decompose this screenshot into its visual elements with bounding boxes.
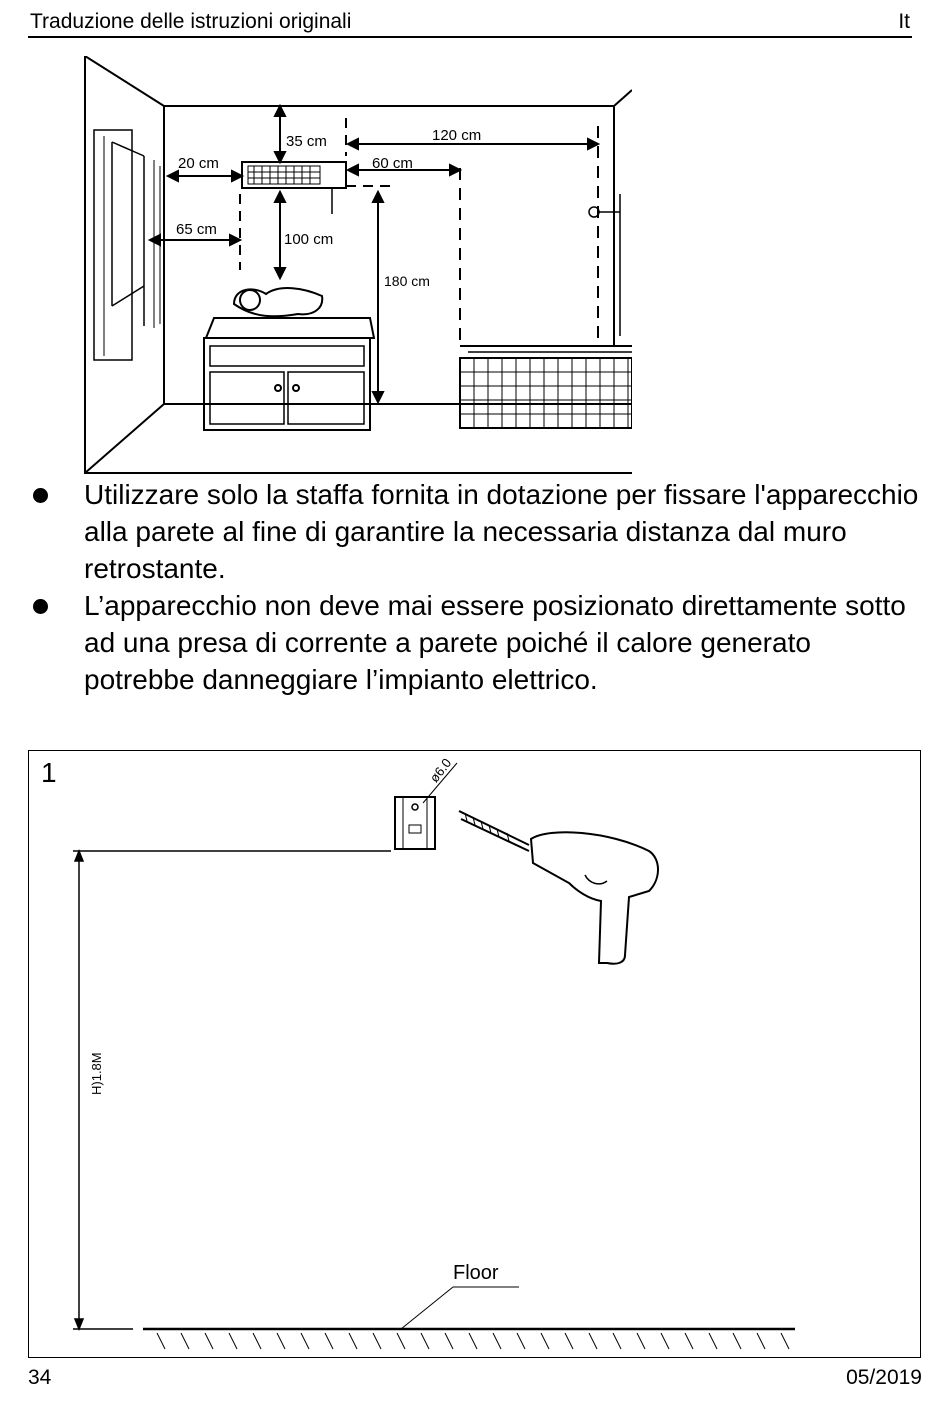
footer-date: 05/2019 <box>846 1366 922 1389</box>
bullet-dot-icon <box>33 488 48 503</box>
installation-drawing <box>29 751 920 1357</box>
bullet-dot-icon <box>33 599 48 614</box>
dim-label-180: 180 cm <box>384 273 430 289</box>
list-item <box>28 476 928 587</box>
figure-number: 1 <box>41 757 57 788</box>
list-item <box>28 587 928 698</box>
dim-label-60: 60 cm <box>372 155 413 172</box>
height-label: H)1.8M <box>89 1052 104 1095</box>
list-item-text: L’apparecchio non deve mai essere posizionato direttamente sotto ad una presa di corrente a parete poiché il calore generato potrebbe danneggiare l’impianto elettrico. <box>84 590 906 695</box>
installation-figure <box>28 750 921 1358</box>
dim-label-35: 35 cm <box>286 133 327 150</box>
header-language: It <box>898 10 910 33</box>
dim-label-120: 120 cm <box>432 127 482 144</box>
page-header <box>28 8 912 38</box>
dim-label-65: 65 cm <box>176 221 217 238</box>
instruction-list <box>28 476 928 698</box>
dim-label-100: 100 cm <box>284 231 334 248</box>
floor-label: Floor <box>453 1262 499 1284</box>
header-title: Traduzione delle istruzioni originali <box>30 10 352 33</box>
page-number: 34 <box>28 1366 52 1389</box>
room-clearance-diagram <box>84 56 632 474</box>
hole-diameter-label: ø6.0 <box>426 755 455 786</box>
list-item-text: Utilizzare solo la staffa fornita in dotazione per fissare l'apparecchio alla parete al fine di garantire la necessaria distanza dal muro retrostante. <box>84 479 919 584</box>
dim-label-20: 20 cm <box>178 155 219 172</box>
